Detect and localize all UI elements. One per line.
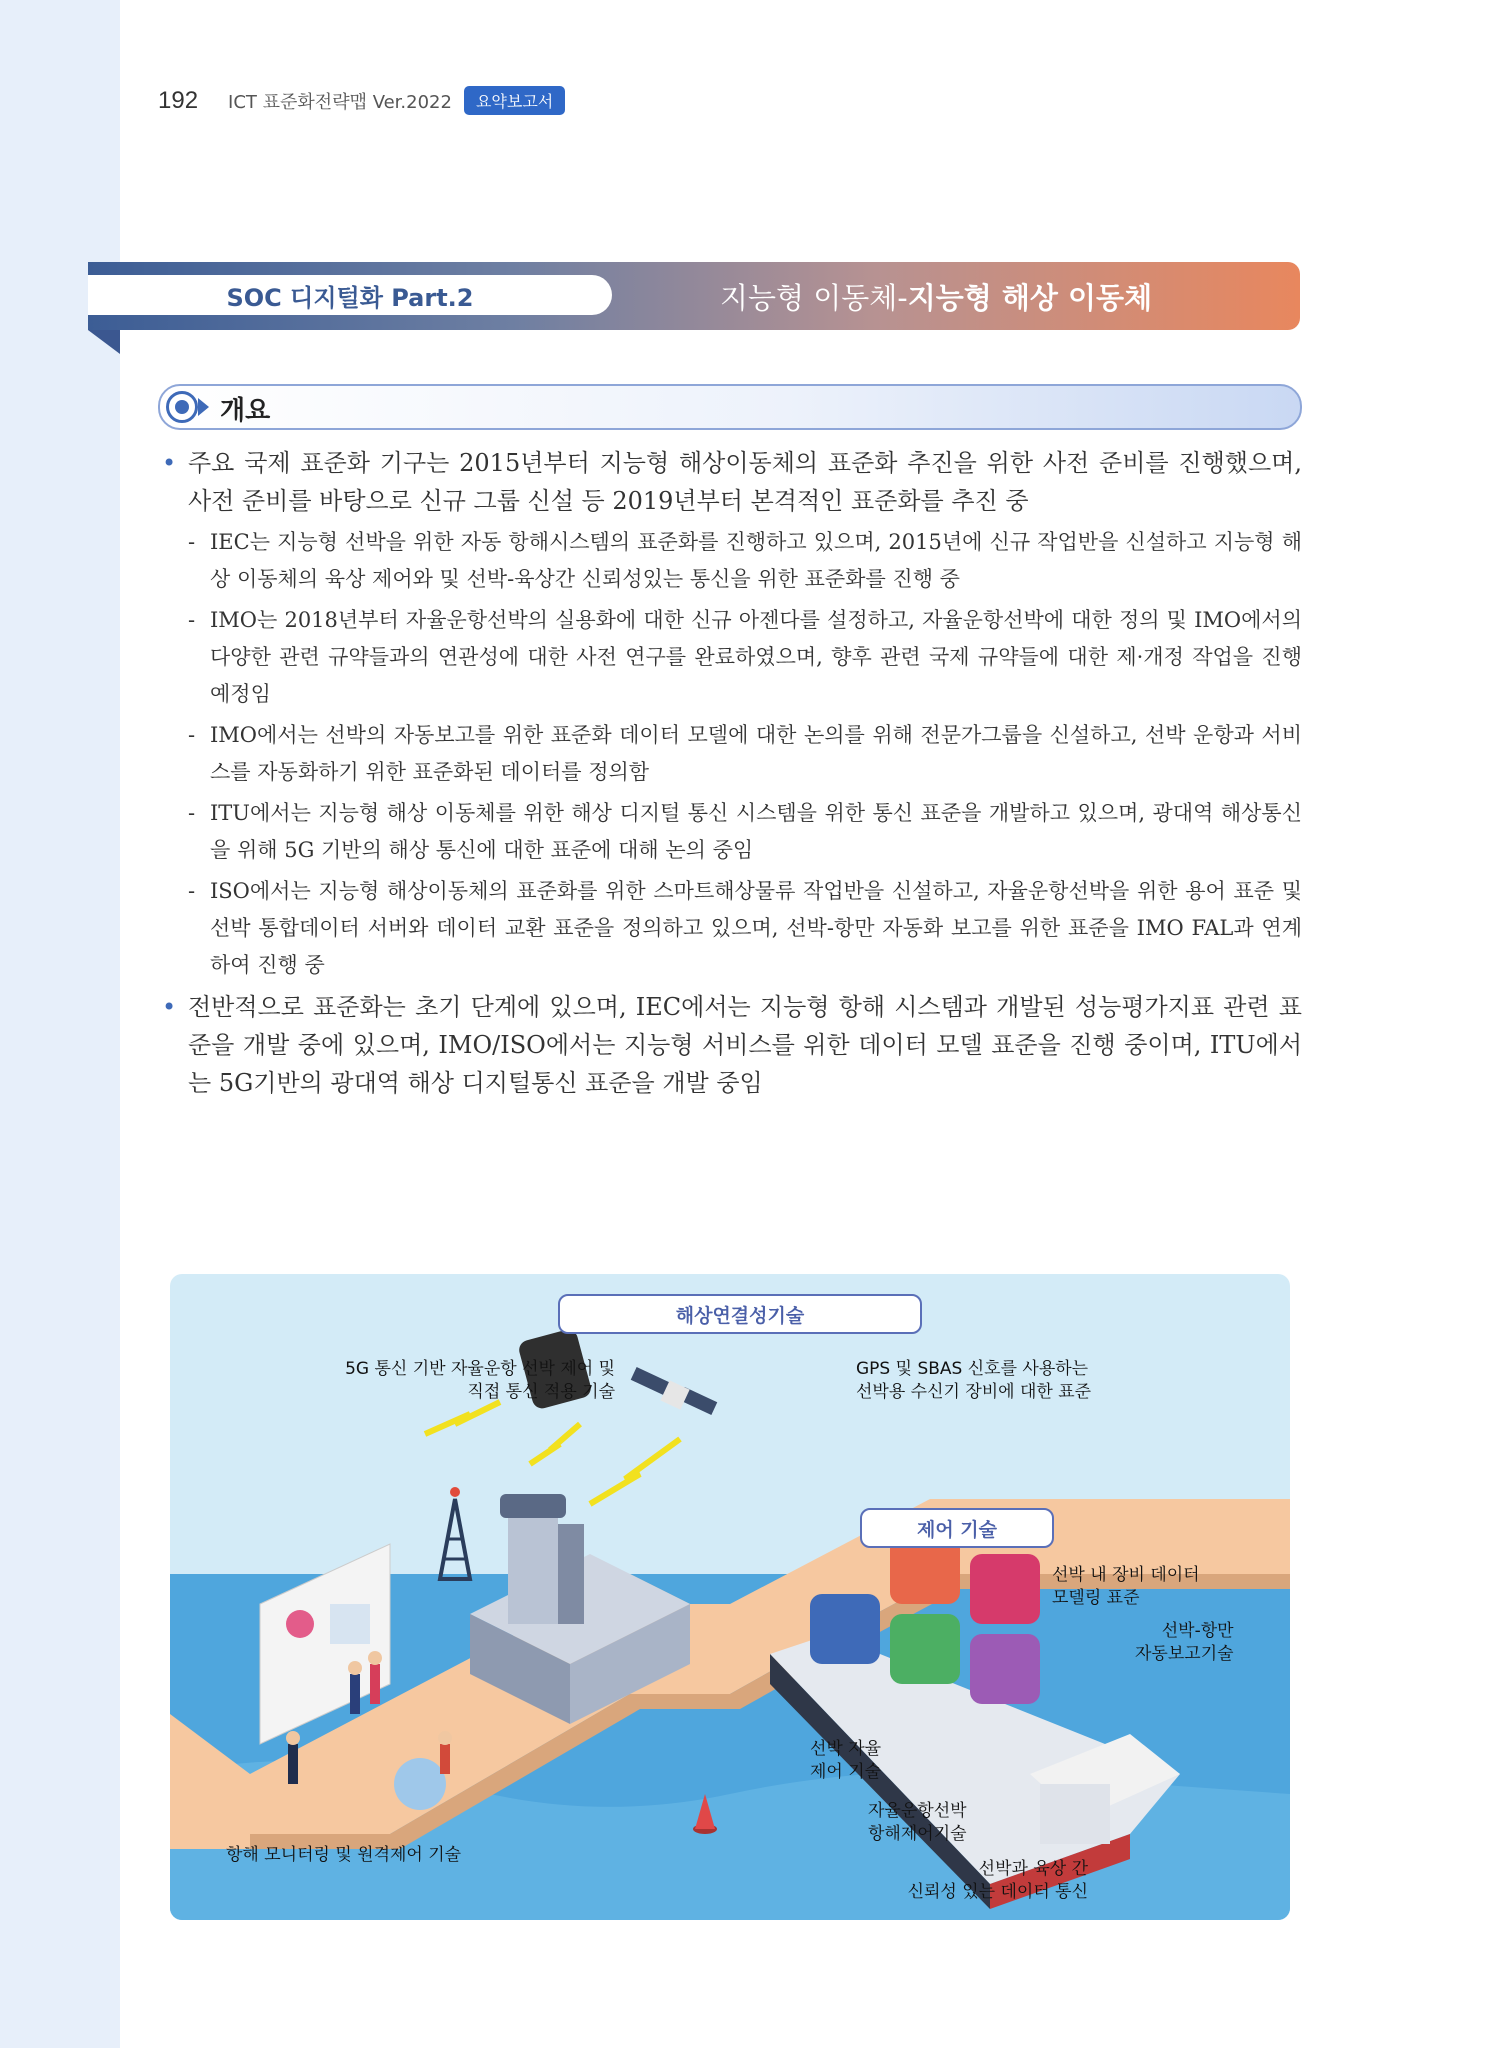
- bullet-dot-icon: •: [162, 993, 177, 1021]
- banner-part-pill: [88, 275, 612, 315]
- label-equipment: 선박 내 장비 데이터 모델링 표준: [1052, 1565, 1200, 1608]
- bullet-item: • 전반적으로 표준화는 초기 단계에 있으며, IEC에서는 지능형 항해 시스템과 개발된 성능평가지표 관련 표준을 개발 중에 있으며, IMO/ISO에서는 지능형 서비스를 위한 데이터 모델 표준을 진행 중이며, ITU에서는 5G기반의 광대역 해상 디지털통신 표준을 개발 중임: [158, 988, 1302, 1102]
- connectivity-tech-box: 해상연결성기술: [558, 1294, 922, 1334]
- shield-icon: [970, 1634, 1040, 1704]
- banner-part-label: SOC 디지털화 Part.2: [226, 283, 474, 312]
- label-navigation-control: 자율운항선박 항해제어기술: [868, 1801, 967, 1844]
- settings-icon: [810, 1594, 880, 1664]
- banner-title: [720, 276, 1152, 317]
- label-port-report: 선박-항만 자동보고기술: [1135, 1621, 1234, 1664]
- radio-tower-icon: [440, 1487, 470, 1579]
- dash-icon: -: [188, 608, 196, 632]
- dash-icon: -: [188, 530, 196, 554]
- overview-text: [158, 444, 1302, 1106]
- page-number: 192: [158, 86, 199, 114]
- dash-icon: -: [188, 879, 196, 903]
- label-data-comm: 선박과 육상 간 신뢰성 있는 데이터 통신: [907, 1859, 1088, 1902]
- bullet-dot-icon: •: [162, 449, 177, 477]
- dash-icon: -: [188, 723, 196, 747]
- document-icon: [970, 1554, 1040, 1624]
- target-icon: [166, 391, 198, 423]
- banner-title-light: 지능형 이동체-: [720, 281, 908, 315]
- radar-icon: [890, 1614, 960, 1684]
- sub-item: - IMO에서는 선박의 자동보고를 위한 표준화 데이터 모델에 대한 논의를 위해 전문가그룹을 신설하고, 선박 운항과 서비스를 자동화하기 위한 표준화된 데이터를 정의함: [158, 717, 1302, 791]
- label-autonomous-control: 선박 자율 제어 기술: [810, 1739, 882, 1782]
- report-badge: 요약보고서: [464, 86, 565, 115]
- doc-title: ICT 표준화전략맵 Ver.2022: [228, 91, 452, 113]
- page-header: [158, 86, 565, 115]
- dash-icon: -: [188, 801, 196, 825]
- section-title: 개요: [220, 396, 271, 426]
- satellite-icon: [631, 1367, 718, 1415]
- arrow-right-icon: [198, 398, 209, 416]
- banner-title-bold: 지능형 해상 이동체: [907, 281, 1153, 315]
- banner-fold: [88, 330, 120, 354]
- label-monitoring: 항해 모니터링 및 원격제어 기술: [226, 1845, 462, 1865]
- maritime-tech-illustration: [170, 1274, 1290, 1920]
- signal-bolt-icon: [425, 1402, 500, 1434]
- signal-bolt-icon: [530, 1424, 580, 1464]
- sub-item: - ITU에서는 지능형 해상 이동체를 위한 해상 디지털 통신 시스템을 위한 통신 표준을 개발하고 있으며, 광대역 해상통신을 위해 5G 기반의 해상 통신에 대한 표준에 대해 논의 중임: [158, 795, 1302, 869]
- signal-bolt-icon: [590, 1439, 680, 1504]
- label-5g: 5G 통신 기반 자율운항 선박 제어 및 직접 통신 적용 기술: [345, 1359, 615, 1402]
- label-gps: GPS 및 SBAS 신호를 사용하는 선박용 수신기 장비에 대한 표준: [856, 1359, 1092, 1402]
- section-header: [158, 384, 1302, 430]
- sub-item: - ISO에서는 지능형 해상이동체의 표준화를 위한 스마트해상물류 작업반을 신설하고, 자율운항선박을 위한 용어 표준 및 선박 통합데이터 서버와 데이터 교환 표준을 정의하고 있으며, 선박-항만 자동화 보고를 위한 표준을 IMO FAL과 연계하여 진행 중: [158, 873, 1302, 984]
- control-tech-box: 제어 기술: [860, 1508, 1054, 1548]
- bullet-item: • 주요 국제 표준화 기구는 2015년부터 지능형 해상이동체의 표준화 추진을 위한 사전 준비를 진행했으며, 사전 준비를 바탕으로 신규 그룹 신설 등 2019년부터 본격적인 표준화를 추진 중: [158, 444, 1302, 520]
- sub-item: - IMO는 2018년부터 자율운항선박의 실용화에 대한 신규 아젠다를 설정하고, 자율운항선박에 대한 정의 및 IMO에서의 다양한 관련 규약들과의 연관성에 대한 사전 연구를 완료하였으며, 향후 관련 국제 규약들에 대한 제·개정 작업을 진행 예정임: [158, 602, 1302, 713]
- sub-item: - IEC는 지능형 선박을 위한 자동 항해시스템의 표준화를 진행하고 있으며, 2015년에 신규 작업반을 신설하고 지능형 해상 이동체의 육상 제어와 및 선박-육상간 신뢰성있는 통신을 위한 표준화를 진행 중: [158, 524, 1302, 598]
